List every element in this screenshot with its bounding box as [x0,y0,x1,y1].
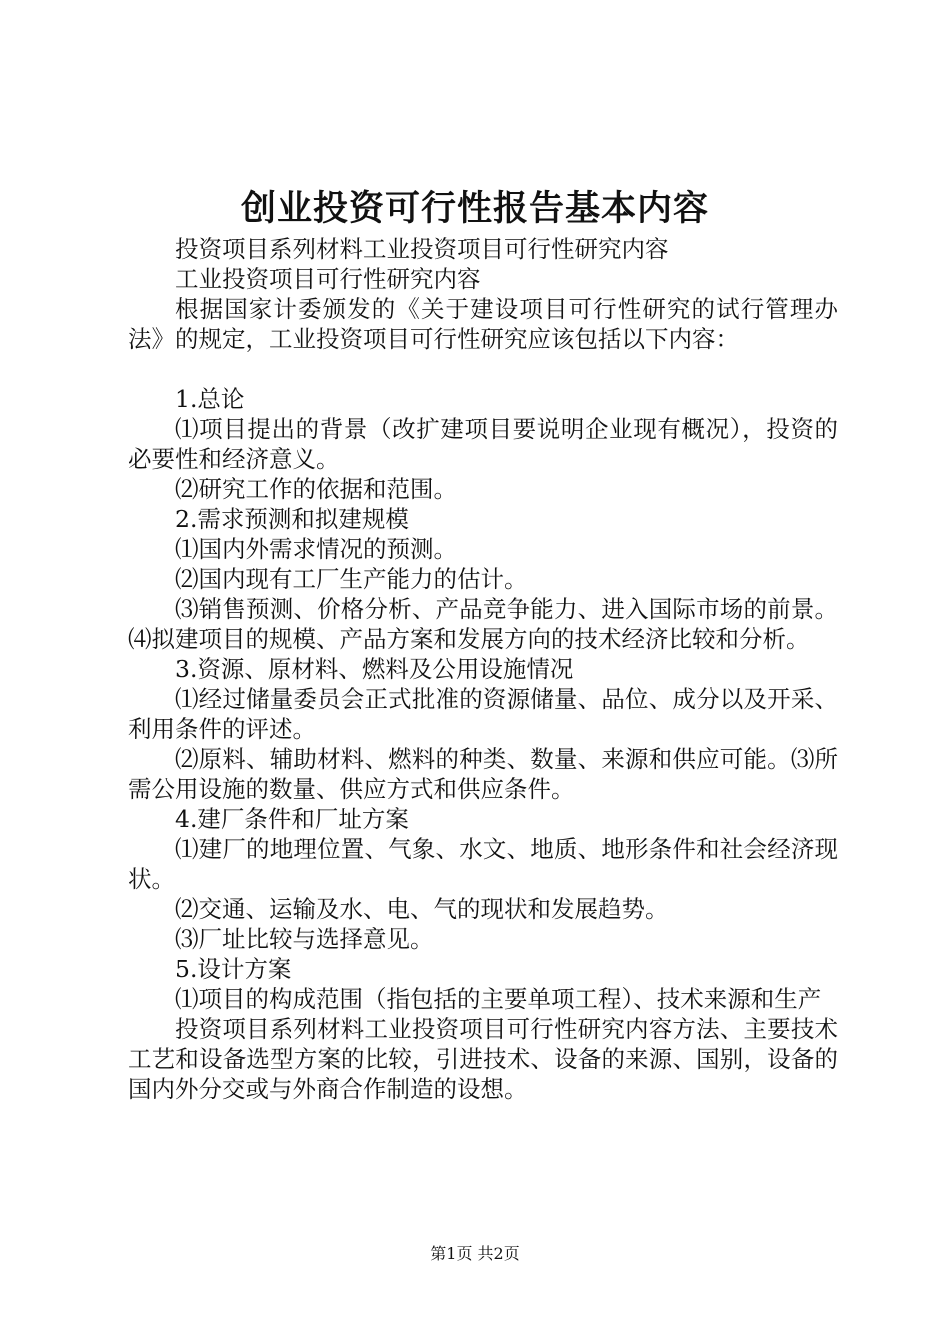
document-title: 创业投资可行性报告基本内容 [240,188,709,229]
paragraph-item: 投资项目系列材料工业投资项目可行性研究内容方法、主要技术工艺和设备选型方案的比较，引进技术、设备的来源、国别，设备的国内外分交或与外商合作制造的设想。 [128,1015,838,1103]
paragraph-intro-1: 投资项目系列材料工业投资项目可行性研究内容 [175,235,669,263]
paragraph-item: ⑴项目提出的背景（改扩建项目要说明企业现有概况），投资的必要性和经济意义。 [128,415,838,473]
section-heading-2: 2.需求预测和拟建规模 [175,505,409,533]
section-heading-1: 1.总论 [175,385,245,413]
section-heading-5: 5.设计方案 [175,955,292,983]
paragraph-item: ⑴经过储量委员会正式批准的资源储量、品位、成分以及开采、利用条件的评述。 [128,685,838,743]
paragraph-item: ⑵交通、运输及水、电、气的现状和发展趋势。 [175,895,669,923]
paragraph-item: ⑵原料、辅助材料、燃料的种类、数量、来源和供应可能。⑶所需公用设施的数量、供应方式和供应条件。 [128,745,838,803]
paragraph-intro-2: 工业投资项目可行性研究内容 [175,265,481,293]
paragraph-item: ⑵国内现有工厂生产能力的估计。 [175,565,528,593]
paragraph-item: ⑴项目的构成范围（指包括的主要单项工程）、技术来源和生产 [175,985,822,1013]
paragraph-item: ⑶厂址比较与选择意见。 [175,925,434,953]
paragraph-gap [128,354,838,384]
paragraph-item: ⑴国内外需求情况的预测。 [175,535,457,563]
section-heading-3: 3.资源、原材料、燃料及公用设施情况 [175,655,574,683]
paragraph-intro-3: 根据国家计委颁发的《关于建设项目可行性研究的试行管理办法》的规定，工业投资项目可行性研究应该包括以下内容： [128,295,838,353]
document-body [128,234,838,1104]
page-number-footer: 第1页 共2页 [430,1244,520,1263]
section-heading-4: 4.建厂条件和厂址方案 [175,805,409,833]
paragraph-item: ⑴建厂的地理位置、气象、水文、地质、地形条件和社会经济现状。 [128,835,838,893]
paragraph-item: ⑶销售预测、价格分析、产品竞争能力、进入国际市场的前景。⑷拟建项目的规模、产品方案和发展方向的技术经济比较和分析。 [128,595,838,653]
paragraph-item: ⑵研究工作的依据和范围。 [175,475,457,503]
